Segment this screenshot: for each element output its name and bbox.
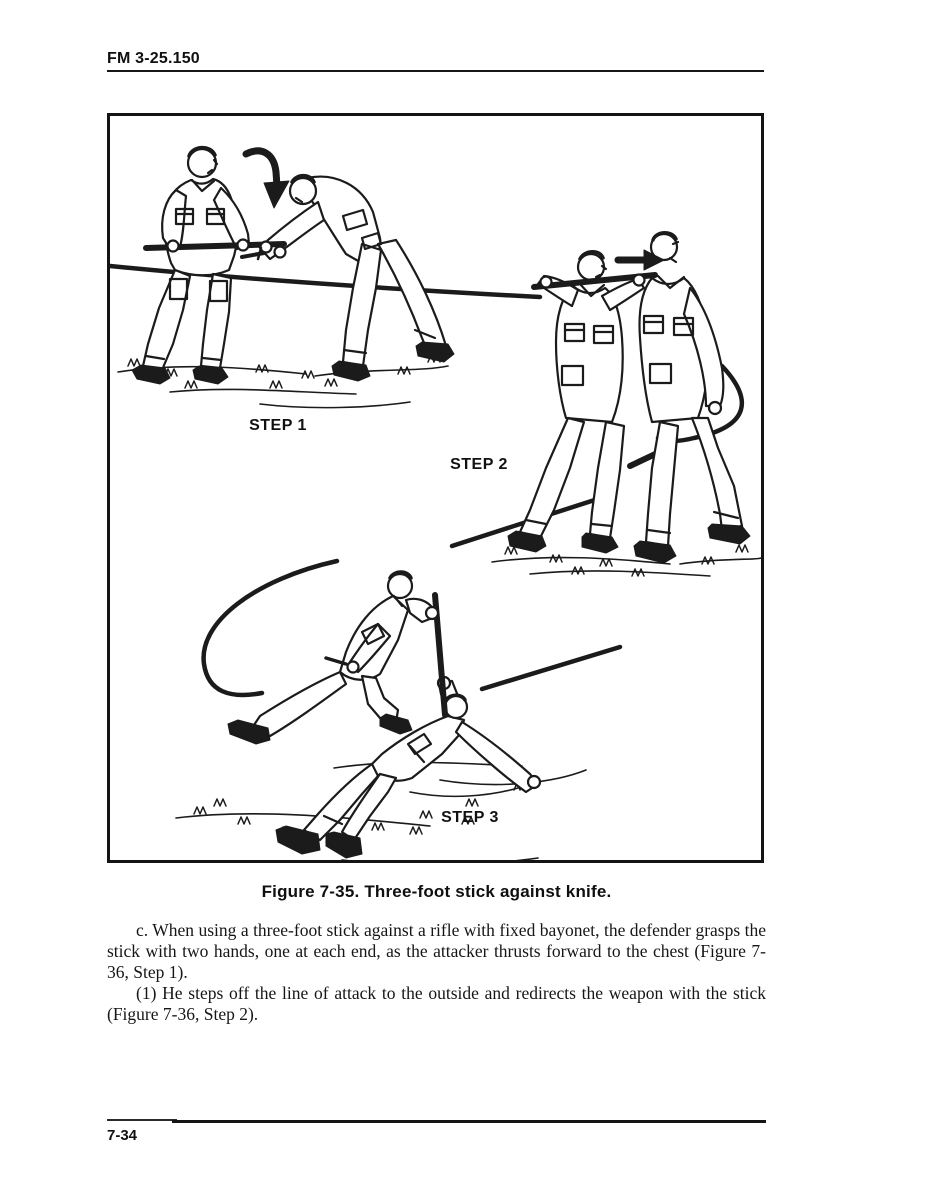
step1-defender xyxy=(132,148,249,384)
figure-caption: Figure 7-35. Three-foot stick against knife. xyxy=(261,882,612,901)
header-rule xyxy=(107,70,764,72)
figure-frame xyxy=(107,113,764,863)
footer-page-number: 7-34 xyxy=(107,1127,138,1144)
body-paragraph-2: (1) He steps off the line of attack to the outside and redirects the weapon with the stick (Figure 7-36, Step 2). xyxy=(107,983,766,1024)
step-label-2: STEP 2 xyxy=(450,456,508,473)
body-text xyxy=(107,920,766,1025)
step1-attacker xyxy=(260,176,454,381)
step-label-3: STEP 3 xyxy=(441,809,499,826)
step3-defender xyxy=(228,572,445,744)
footer-rule-thin xyxy=(107,1119,177,1121)
body-paragraph-1: c. When using a three-foot stick against a rifle with fixed bayonet, the defender grasps the stick with two hands, one at each end, as the attacker thrusts forward to the chest (Figure 7-36, Step 1). xyxy=(107,920,766,982)
document-number: FM 3-25.150 xyxy=(107,50,200,67)
figure-illustration xyxy=(110,116,761,860)
step2-attacker xyxy=(634,233,750,563)
footer-rule-thick xyxy=(172,1120,766,1123)
step-label-1: STEP 1 xyxy=(249,417,307,434)
ground-step1 xyxy=(118,355,448,408)
